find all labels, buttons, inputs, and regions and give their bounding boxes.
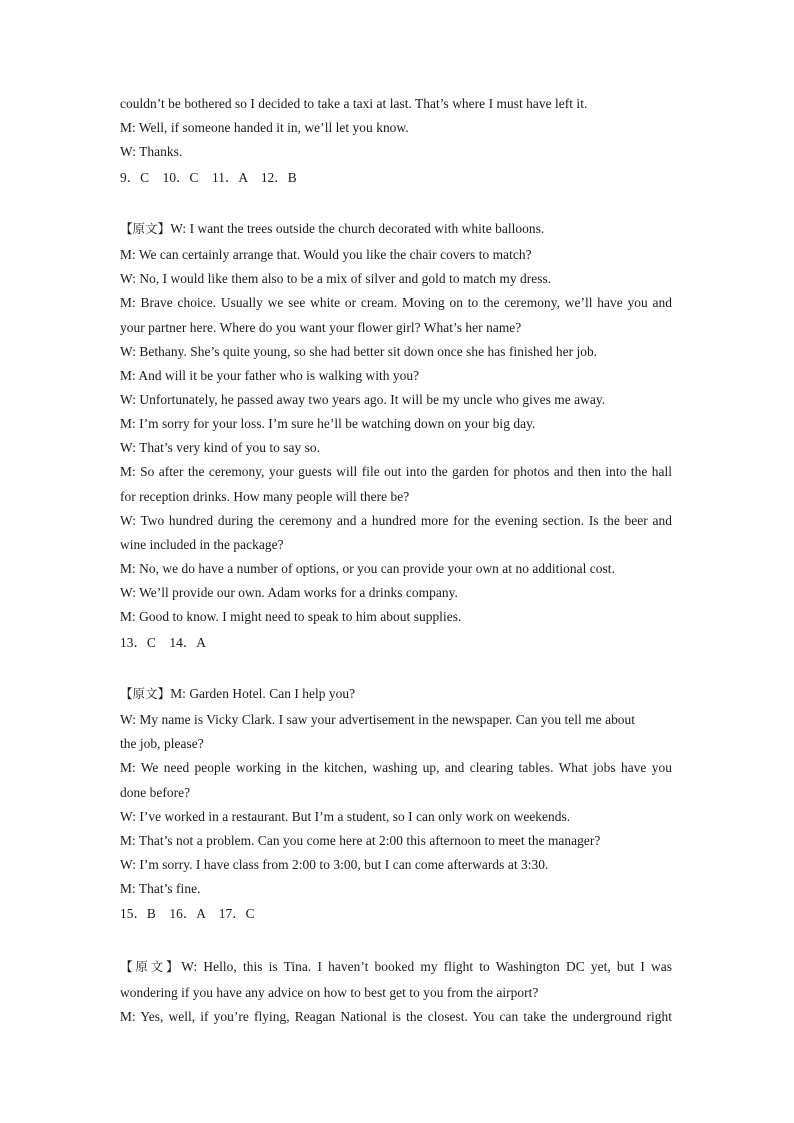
text-line: the job, please? [120,736,204,751]
transcript-tag: 【原文】 [120,959,182,974]
text-line: W: Thanks. [120,144,183,159]
text-line: wine included in the package? [120,537,284,552]
text-line: M: That’s not a problem. Can you come here at 2:00 this afternoon to meet the manager? [120,833,601,848]
text-line: M: I’m sorry for your loss. I’m sure he’ll be watching down on your big day. [120,416,536,431]
text-line: M: Well, if someone handed it in, we’ll let you know. [120,120,409,135]
text-line: W: I’m sorry. I have class from 2:00 to 3:00, but I can come afterwards at 3:30. [120,857,549,872]
transcript-tag: 【原文】 [120,686,171,701]
text-line: W: That’s very kind of you to say so. [120,440,321,455]
transcript-first-line [120,686,680,702]
text-line: W: My name is Vicky Clark. I saw your advertisement in the newspaper. Can you tell me about [120,712,636,727]
text-line: M: And will it be your father who is walking with you? [120,368,420,383]
text-line: done before? [120,785,191,800]
text-line: M: Good to know. I might need to speak to him about supplies. [120,609,462,624]
text-line: for reception drinks. How many people will there be? [120,489,410,504]
text-line: couldn’t be bothered so I decided to take a taxi at last. That’s where I must have left it. [120,96,588,111]
text-line: wondering if you have any advice on how to best get to you from the airport? [120,985,539,1000]
text-line: W: No, I would like them also to be a mix of silver and gold to match my dress. [120,271,552,286]
transcript-first-line [120,221,680,237]
text-line: M: Yes, well, if you’re flying, Reagan National is the closest. You can take the underground right [120,1009,672,1024]
text-line: W: Unfortunately, he passed away two years ago. It will be my uncle who gives me away. [120,392,606,407]
text-line: M: So after the ceremony, your guests will file out into the garden for photos and then into the hall [120,464,672,479]
answer-key: 9．C 10．C 11．A 12．B [120,170,297,185]
text-line: your partner here. Where do you want your flower girl? What’s her name? [120,320,522,335]
text-line: W: We’ll provide our own. Adam works for a drinks company. [120,585,458,600]
transcript-tag: 【原文】 [120,221,171,236]
text-line: M: Garden Hotel. Can I help you? [170,686,356,701]
text-line: W: Bethany. She’s quite young, so she had better sit down once she has finished her job. [120,344,598,359]
text-line: W: Two hundred during the ceremony and a hundred more for the evening section. Is the beer and [120,513,672,528]
text-line: M: No, we do have a number of options, or you can provide your own at no additional cost. [120,561,615,576]
text-line: W: Hello, this is Tina. I haven’t booked my flight to Washington DC yet, but I was [181,959,673,974]
text-line: W: I’ve worked in a restaurant. But I’m a student, so I can only work on weekends. [120,809,571,824]
text-line: M: Brave choice. Usually we see white or cream. Moving on to the ceremony, we’ll have you and [120,295,672,310]
text-line: M: We can certainly arrange that. Would you like the chair covers to match? [120,247,532,262]
text-line: M: That’s fine. [120,881,201,896]
answer-key: 15．B 16．A 17．C [120,906,255,921]
answer-key: 13．C 14．A [120,635,207,650]
text-line: M: We need people working in the kitchen, washing up, and clearing tables. What jobs have you [120,760,672,775]
transcript-first-line [120,959,672,975]
text-line: W: I want the trees outside the church decorated with white balloons. [170,221,545,236]
